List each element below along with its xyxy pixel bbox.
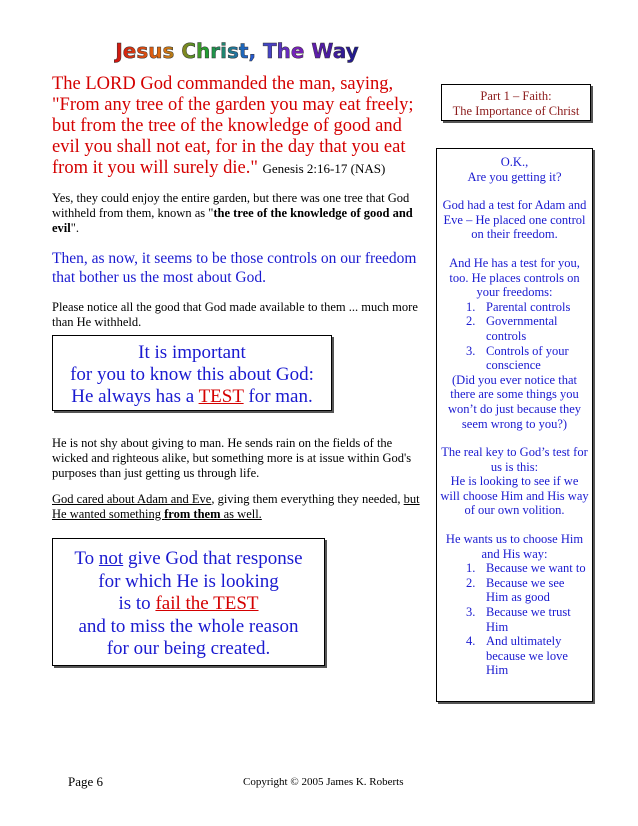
list-item [440,605,589,634]
box2-line5: for our being created. [106,638,271,659]
sidebar-ok: O.K., [500,155,529,169]
list-item [440,314,589,343]
box2-line2: for which He is looking [98,570,279,592]
sidebar-list-reasons [440,561,589,678]
sidebar-title-line1: Part 1 – Faith: [480,89,552,103]
list-number: 3. [466,343,476,358]
list-text: Controls of your conscience [486,343,569,373]
box2-not: not [98,548,124,569]
page-number: Page 6 [68,774,104,789]
sidebar-para-notice: (Did you ever notice that there are some things you won’t do just because they seem wrong to you?) [447,372,582,431]
box1-line2: for you to know this about God: [70,364,314,385]
list-number: 1. [466,299,476,314]
list-item [440,634,589,678]
paragraph-controls: Then, as now, it seems to be those controls on our freedom that bother us the most about God. [52,250,417,286]
sidebar-para-test: And He has a test for you, too. He places controls on your freedoms: [449,255,580,300]
list-text: Parental controls [486,299,571,314]
quote-reference: Genesis 2:16-17 (NAS) [262,161,386,176]
sidebar-para-adam: God had a test for Adam and Eve – He placed one control on their freedom. [442,198,587,242]
logo-graphic [115,28,359,72]
scripture-quote [52,74,422,179]
p1-text: Yes, they could enjoy the entire garden, but there was one tree that God withheld from them, known as " [52,191,410,220]
logo [115,28,359,72]
copyright-notice: Copyright © 2005 James K. Roberts [243,776,404,788]
box2-line4: and to miss the whole reason [78,615,299,637]
box2-line1 [53,548,324,571]
callout-box-test [52,335,332,411]
box1-line3-start: He always has a [71,386,199,407]
list-item [440,576,589,605]
callout-box-response [52,538,325,666]
list-item [440,300,589,315]
list-number: 4. [466,634,476,649]
p4-mid: , giving them everything they needed, [211,492,404,506]
list-item [440,561,589,576]
list-number: 2. [466,314,476,329]
main-lower [52,436,422,522]
main-column [52,74,422,330]
sidebar-box [436,148,593,702]
box2-line3 [53,593,324,616]
p4-underline2: but He wanted something [52,492,420,521]
box2-to: To [74,548,99,569]
paragraph-tree [52,191,422,236]
list-text: Governmental controls [486,314,558,343]
sidebar-title-box [441,84,591,121]
sidebar-getting-it: Are you getting it? [467,169,562,184]
list-text: Because we see Him as good [486,575,565,605]
box1-line1: It is important [138,342,246,363]
p4-underline1: God cared about Adam and Eve [52,492,212,506]
quote-text: The LORD God commanded the man, saying, "From any tree of the garden you may eat freely; but from the tree of the knowledge of good and evil you shall not eat, for in the day that you eat from it you will surely die." [52,74,414,178]
sidebar-para-choose: He wants us to choose Him and His way: [445,532,584,561]
list-item [440,344,589,373]
box1-test-word: TEST [198,386,244,407]
list-number: 1. [466,561,476,576]
box1-line3-end: for man. [243,386,313,407]
box2-is-to: is to [118,593,156,614]
sidebar-para-volition: He is looking to see if we will choose Him and His way of our own volition. [440,474,589,518]
list-text: Because we trust Him [486,605,571,634]
box2-fail-test: fail the TEST [155,593,259,614]
list-text: Because we want to [486,561,586,576]
paragraph-rain: He is not shy about giving to man. He sends rain on the fields of the wicked and righteous alike, but something more is at issue within God's purposes than just getting us through life. [52,436,412,480]
sidebar-list-controls [440,300,589,373]
p1-end: ". [70,221,79,235]
paragraph-cared [52,492,422,522]
p4-bold: from them [164,507,221,521]
sidebar-para-key: The real key to God’s test for us is this: [441,445,588,474]
list-text: And ultimately because we love Him [486,634,568,678]
box2-line1-end: give God that response [123,548,303,569]
logo-text: Jesus Christ, The Way [115,39,359,63]
sidebar-title-line2: The Importance of Christ [452,104,580,118]
paragraph-good: Please notice all the good that God made available to them ... much more than He withheld. [52,300,418,329]
p1-bold: the tree of the knowledge of good and evil [52,206,413,235]
p4-underline3: as well. [220,507,262,521]
list-number: 3. [466,605,476,620]
box1-line3 [53,386,331,408]
list-number: 2. [466,575,476,590]
